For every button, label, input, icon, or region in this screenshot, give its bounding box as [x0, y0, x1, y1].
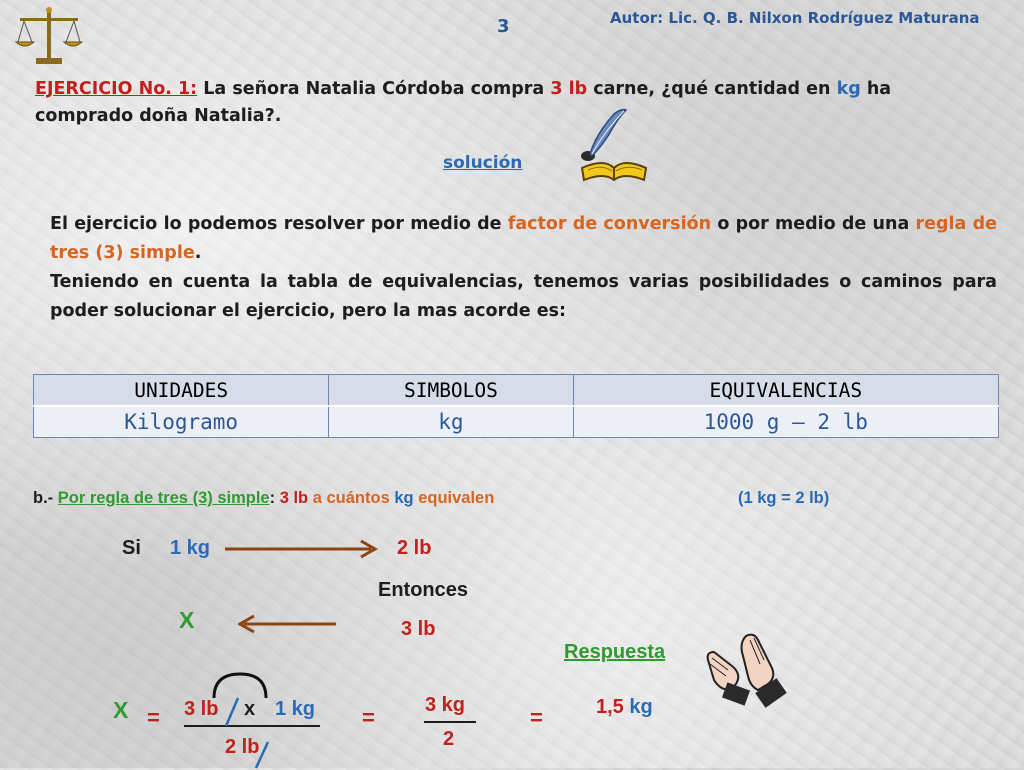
explanation-text	[50, 210, 997, 326]
respuesta-label: Respuesta	[564, 641, 666, 663]
arrow-left-icon	[238, 614, 338, 634]
problem-text-2: carne, ¿qué cantidad en	[587, 79, 837, 99]
method-a-cuantos: a cuántos	[312, 489, 390, 507]
numerator-1kg: 1 kg	[275, 698, 316, 720]
three-lb-value: 3 lb	[401, 618, 436, 640]
method-quantity: 3 lb	[279, 489, 309, 507]
times-sign: x	[244, 698, 256, 720]
fraction-bar-2	[424, 721, 476, 723]
conversion-factor-term: factor de conversión	[507, 214, 712, 234]
two-lb-value: 2 lb	[397, 537, 432, 559]
one-kg-value: 1 kg	[170, 537, 211, 559]
method-heading	[33, 489, 494, 508]
method-unit: kg	[394, 489, 414, 507]
table-cell-symbol: kg	[329, 406, 573, 438]
table-header-equivalences: EQUIVALENCIAS	[573, 375, 998, 407]
equals-sign-3: =	[530, 705, 543, 730]
explanation-text-c: .	[194, 243, 202, 263]
explanation-paragraph-1	[50, 210, 997, 268]
result-value	[596, 696, 653, 719]
problem-statement	[35, 76, 980, 130]
problem-quantity: 3 lb	[550, 79, 588, 99]
problem-unit: kg	[836, 79, 861, 99]
x-unknown: X	[179, 607, 195, 633]
denominator-2: 2	[443, 728, 455, 750]
exercise-label: EJERCICIO No. 1:	[35, 79, 198, 99]
table-header-units: UNIDADES	[34, 375, 329, 407]
table-cell-unit: Kilogramo	[34, 406, 329, 438]
denominator-2lb: 2 lb	[225, 736, 260, 758]
explanation-text-a: El ejercicio lo podemos resolver por medio de	[50, 214, 508, 234]
quill-book-icon	[574, 106, 654, 186]
arrow-right-icon	[223, 539, 383, 559]
si-label: Si	[122, 537, 141, 559]
table-cell-equivalence: 1000 g – 2 lb	[573, 406, 998, 438]
numerator-3lb: 3 lb	[184, 698, 219, 720]
table-row	[34, 406, 999, 438]
result-number: 1,5	[596, 696, 624, 718]
table-header-row	[34, 375, 999, 407]
rule-of-three-term: regla de tres (3) simple	[50, 214, 997, 263]
balance-scale-icon	[14, 6, 84, 68]
method-ratio: (1 kg = 2 lb)	[738, 489, 830, 507]
table-header-symbols: SIMBOLOS	[329, 375, 573, 407]
method-prefix: b.-	[33, 489, 54, 507]
problem-text-1: La señora Natalia Córdoba compra	[197, 79, 551, 99]
cancel-strike-marks	[212, 680, 272, 770]
equals-sign-1: =	[147, 705, 160, 730]
equals-sign-2: =	[362, 705, 375, 730]
applause-hands-icon	[702, 630, 792, 710]
method-colon: :	[269, 489, 276, 507]
explanation-text-b: o por medio de una	[711, 214, 916, 234]
equation-x: X	[113, 697, 129, 723]
problem-text-3: ha comprado doña Natalia?.	[35, 79, 892, 126]
solution-label: solución	[443, 153, 523, 173]
page-number: 3	[497, 16, 510, 37]
method-equivalen: equivalen	[418, 489, 495, 507]
author-credit: Autor: Lic. Q. B. Nilxon Rodríguez Maturana	[610, 9, 980, 27]
method-title: Por regla de tres (3) simple	[57, 489, 270, 507]
numerator-3kg: 3 kg	[425, 694, 466, 716]
equivalence-table	[33, 374, 999, 438]
explanation-paragraph-2: Teniendo en cuenta la tabla de equivalencias, tenemos varias posibilidades o caminos para poder solucionar el ejercicio, pero la mas acorde es:	[50, 272, 997, 321]
result-unit: kg	[629, 696, 653, 718]
entonces-label: Entonces	[378, 579, 469, 601]
